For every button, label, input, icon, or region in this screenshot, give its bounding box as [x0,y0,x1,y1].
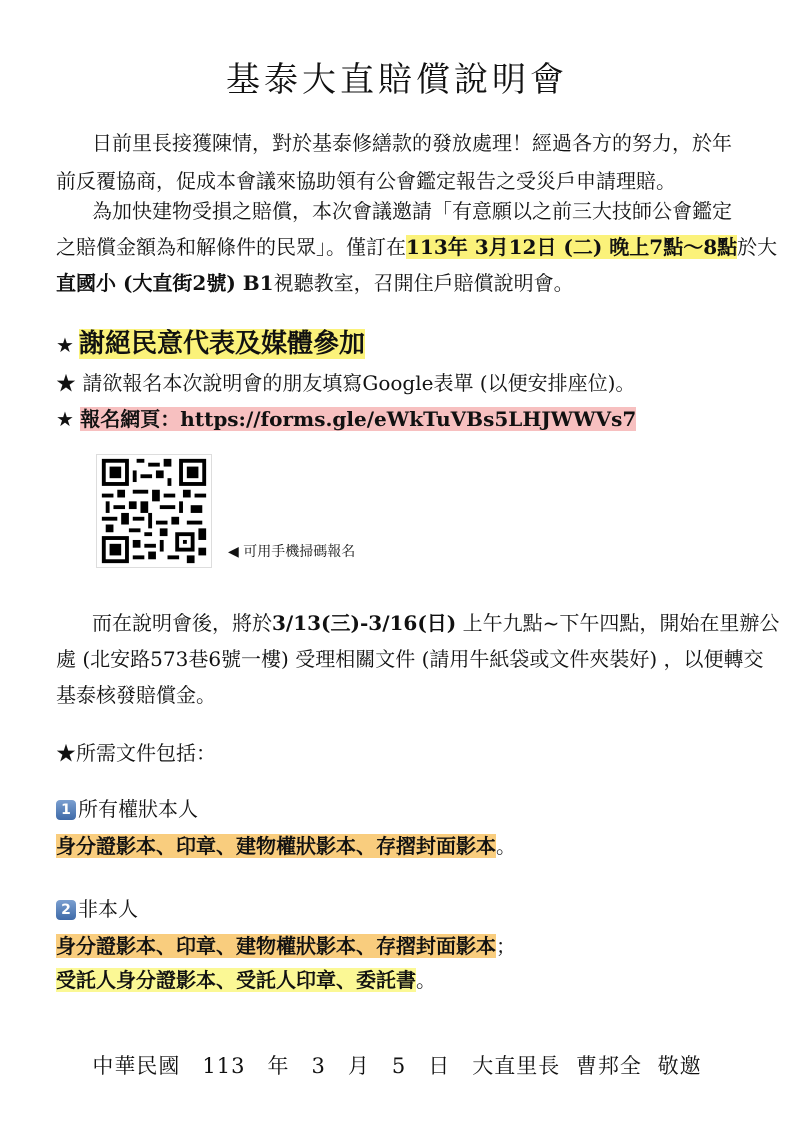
after-line-1 [92,604,779,642]
qr-code-icon [97,455,211,567]
after-line-3: 基泰核發賠償金。 [56,683,216,707]
signup-url[interactable]: https://forms.gle/eWkTuVBs5LHJWWVs7 [180,407,637,431]
punctuation: 。 [416,968,436,992]
after-text-pre: 而在說明會後，將於 [92,611,272,635]
signup-link[interactable] [80,407,636,431]
invite-line-2 [56,228,777,266]
notice-text: 請欲報名本次說明會的朋友填寫Google表單 (以便安排座位)。 [82,371,636,395]
group-1-items [56,827,516,865]
group-2-items-2 [56,961,436,999]
group-label: 所有權狀本人 [78,797,198,821]
invite-text-post: 於大 [737,235,778,259]
invite-line-3 [56,264,574,302]
venue-room: 視聽教室，召開住戶賠償說明會。 [273,271,574,295]
venue-location: 直國小 (大直街2號) B1 [56,271,274,295]
proxy-docs: 受託人身分證影本、受託人印章、委託書 [56,968,416,992]
after-line-2: 處 (北安路573巷6號一樓) 受理相關文件 (請用牛紙袋或文件夾裝好) ，以便轉交 [56,647,764,671]
qr-code[interactable] [96,454,212,568]
group-label: 非本人 [78,897,138,921]
signature-footer: 中華民國 113 年 3 月 5 日 大直里長 曹邦全 敬邀 [92,1054,702,1078]
notice-no-media [56,324,365,367]
punctuation: ； [496,934,516,958]
keycap-1-icon: 1 [56,800,76,820]
punctuation: 。 [496,834,516,858]
star-icon: ★ [56,333,74,357]
invite-line-1: 為加快建物受損之賠償，本次會議邀請「有意願以之前三大技師公會鑑定 [92,199,732,223]
intro-line-1: 日前里長接獲陳情，對於基泰修繕款的發放處理！經過各方的努力，於年 [92,131,732,155]
notice-text: 謝絕民意代表及媒體參加 [79,329,366,359]
group-2-items-1 [56,927,516,965]
intro-line-2: 前反覆協商，促成本會議來協助領有公會鑑定報告之受災戶申請理賠。 [56,169,676,193]
required-docs: 身分證影本、印章、建物權狀影本、存摺封面影本 [56,834,496,858]
after-text-post: 上午九點~下午四點，開始在里辦公 [456,611,780,635]
signup-label: 報名網頁： [80,407,181,431]
documents-heading: ★所需文件包括： [56,741,216,765]
notice-signup-link [56,400,636,438]
document-dates: 3/13(三)-3/16(日) [272,611,457,635]
meeting-datetime: 113年 3月12日 (二) 晚上7點～8點 [406,235,738,259]
notice-google-form [56,364,635,402]
qr-caption: ◀ 可用手機掃碼報名 [228,544,356,560]
invite-text-pre: 之賠償金額為和解條件的民眾」。僅訂在 [56,235,406,259]
group-2-heading [56,890,138,928]
star-icon: ★ [56,371,76,395]
star-icon: ★ [56,407,74,431]
required-docs: 身分證影本、印章、建物權狀影本、存摺封面影本 [56,934,496,958]
group-1-heading [56,790,198,828]
keycap-2-icon: 2 [56,900,76,920]
page-title: 基泰大直賠償說明會 [226,60,568,100]
